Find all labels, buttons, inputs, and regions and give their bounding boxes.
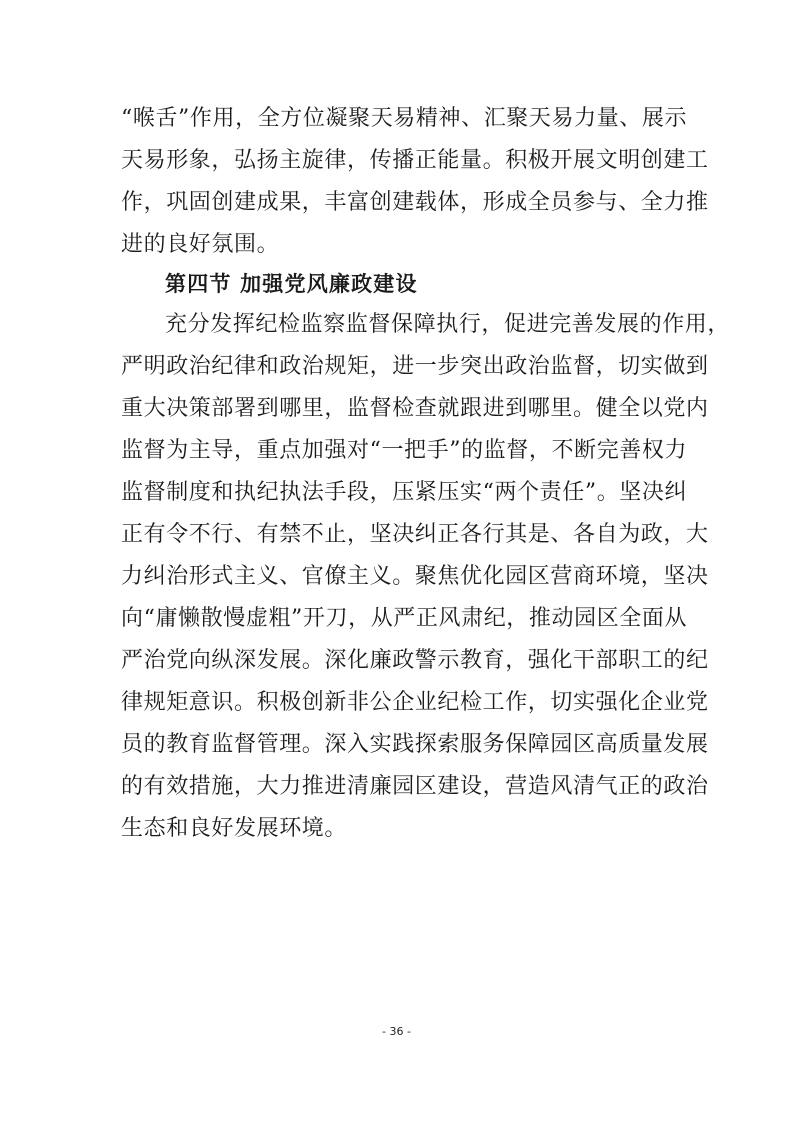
paragraph-line-12: 向“庸懒散慢虚粗”开刀，从严正风肃纪，推动园区全面从 — [121, 606, 688, 631]
paragraph-line-16: 的有效措施，大力推进清廉园区建设，营造风清气正的政治 — [121, 774, 709, 799]
paragraph-line-13: 严治党向纵深发展。深化廉政警示教育，强化干部职工的纪 — [121, 648, 709, 673]
paragraph-line-1: “喉舌”作用，全方位凝聚天易精神、汇聚天易力量、展示 — [121, 106, 688, 131]
paragraph-line-17: 生态和良好发展环境。 — [121, 816, 348, 841]
paragraph-line-9: 监督制度和执纪执法手段，压紧压实“两个责任”。坚决纠 — [121, 480, 688, 505]
paragraph-line-15: 员的教育监督管理。深入实践探索服务保障园区高质量发展 — [121, 732, 709, 757]
paragraph-line-4: 进的良好氛围。 — [121, 232, 280, 257]
paragraph-line-10: 正有令不行、有禁不止，坚决纠正各行其是、各自为政，大 — [121, 522, 709, 547]
paragraph-line-14: 律规矩意识。积极创新非公企业纪检工作，切实强化企业党 — [121, 690, 709, 715]
page-number: - 36 - — [382, 1025, 411, 1038]
section-heading: 第四节 加强党风廉政建设 — [165, 272, 418, 296]
paragraph-line-8: 监督为主导，重点加强对“一把手”的监督，不断完善权力 — [121, 438, 688, 463]
paragraph-line-6: 严明政治纪律和政治规矩，进一步突出政治监督，切实做到 — [121, 354, 709, 379]
paragraph-line-5: 充分发挥纪检监察监督保障执行，促进完善发展的作用， — [165, 312, 731, 337]
paragraph-line-11: 力纠治形式主义、官僚主义。聚焦优化园区营商环境，坚决 — [121, 564, 709, 589]
paragraph-line-3: 作，巩固创建成果，丰富创建载体，形成全员参与、全力推 — [121, 190, 709, 215]
paragraph-line-7: 重大决策部署到哪里，监督检查就跟进到哪里。健全以党内 — [121, 396, 709, 421]
paragraph-line-2: 天易形象，弘扬主旋律，传播正能量。积极开展文明创建工 — [121, 148, 709, 173]
